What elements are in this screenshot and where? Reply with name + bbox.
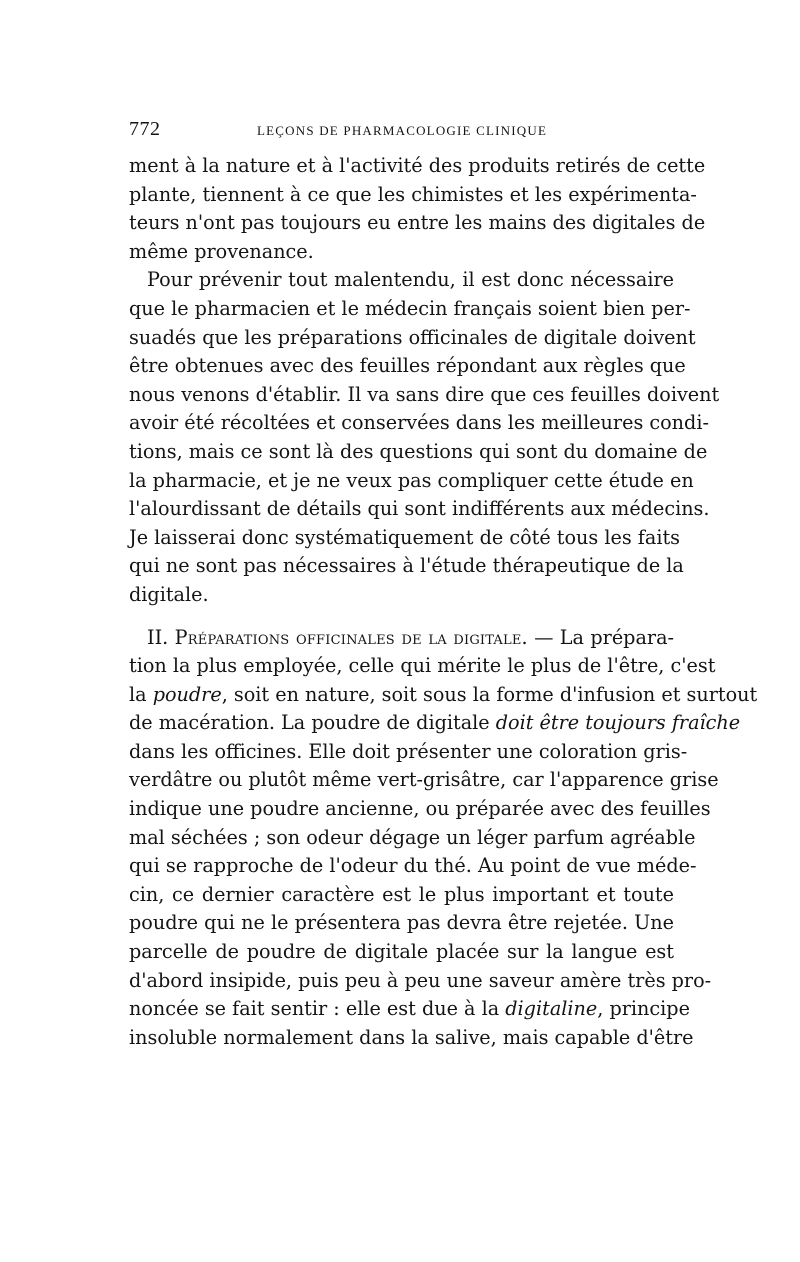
text-line	[129, 995, 690, 1024]
text-line: que le pharmacien et le médecin français soient bien per-	[129, 296, 691, 320]
paragraph-malentendu	[129, 266, 720, 609]
section-number: II.	[147, 625, 169, 649]
emphasis-fraiche: doit être toujours fraîche	[495, 711, 741, 735]
running-head	[129, 118, 674, 144]
running-title: LEÇONS DE PHARMACOLOGIE CLINIQUE	[257, 123, 548, 138]
text-line: cin, ce dernier caractère est le plus important et toute	[129, 882, 674, 906]
text-line: d'abord insipide, puis peu à peu une saveur amère très pro-	[129, 968, 712, 992]
text-line: plante, tiennent à ce que les chimistes et les expérimenta-	[129, 182, 697, 206]
section-heading-line	[129, 624, 674, 653]
text-line: digitale.	[129, 582, 209, 606]
text-line: avoir été récoltées et conservées dans les meilleures condi-	[129, 411, 709, 435]
text-line: suadés que les préparations officinales de digitale doivent	[129, 325, 696, 349]
text-line: même provenance.	[129, 239, 314, 263]
text-line: tion la plus employée, celle qui mérite le plus de l'être, c'est	[129, 654, 716, 678]
text-line: dans les officines. Elle doit présenter une coloration gris-	[129, 739, 688, 763]
page-number: 772	[129, 118, 161, 140]
text-line: être obtenues avec des feuilles répondant aux règles que	[129, 354, 686, 378]
section-preparations	[129, 624, 758, 1053]
text-line	[129, 681, 758, 710]
text-line: Pour prévenir tout malentendu, il est donc nécessaire	[147, 268, 674, 292]
text-line: qui se rapproche de l'odeur du thé. Au point de vue méde-	[129, 854, 697, 878]
text-line: teurs n'ont pas toujours eu entre les mains des digitales de	[129, 211, 706, 235]
text-line: l'alourdissant de détails qui sont indifférents aux médecins.	[129, 497, 710, 521]
text-fragment: , soit en nature, soit sous la forme d'infusion et surtout	[221, 682, 758, 706]
paragraph-continuation	[129, 152, 706, 266]
text-fragment: noncée se fait sentir : elle est due à la	[129, 997, 506, 1021]
emphasis-digitaline: digitaline	[505, 997, 598, 1021]
text-line: Je laisserai donc systématiquement de côté tous les faits	[129, 525, 681, 549]
text-line: insoluble normalement dans la salive, mais capable d'être	[129, 1025, 694, 1049]
emphasis-poudre: poudre	[152, 682, 222, 706]
text-line: ment à la nature et à l'activité des produits retirés de cette	[129, 154, 706, 177]
text-line	[129, 709, 741, 738]
section-dash: —	[527, 625, 560, 649]
text-line: qui ne sont pas nécessaires à l'étude thérapeutique de la	[129, 554, 684, 578]
text-line: parcelle de poudre de digitale placée sur la langue est	[129, 940, 674, 964]
text-fragment: , principe	[597, 997, 690, 1021]
text-fragment: de macération. La poudre de digitale	[129, 711, 496, 735]
text-line: poudre qui ne le présentera pas devra être rejetée. Une	[129, 911, 674, 935]
text-line: tions, mais ce sont là des questions qui sont du domaine de	[129, 439, 708, 463]
text-fragment: la	[129, 682, 153, 706]
book-page	[129, 118, 758, 1052]
text-line: la pharmacie, et je ne veux pas compliquer cette étude en	[129, 468, 694, 492]
text-line: verdâtre ou plutôt même vert-grisâtre, car l'apparence grise	[129, 768, 719, 792]
text-line: nous venons d'établir. Il va sans dire que ces feuilles doivent	[129, 382, 720, 406]
text-line: mal séchées ; son odeur dégage un léger parfum agréable	[129, 825, 696, 849]
text-fragment: La prépara-	[559, 625, 674, 649]
text-line: indique une poudre ancienne, ou préparée avec des feuilles	[129, 797, 711, 821]
section-title: Préparations officinales de la digitale.	[174, 625, 528, 649]
